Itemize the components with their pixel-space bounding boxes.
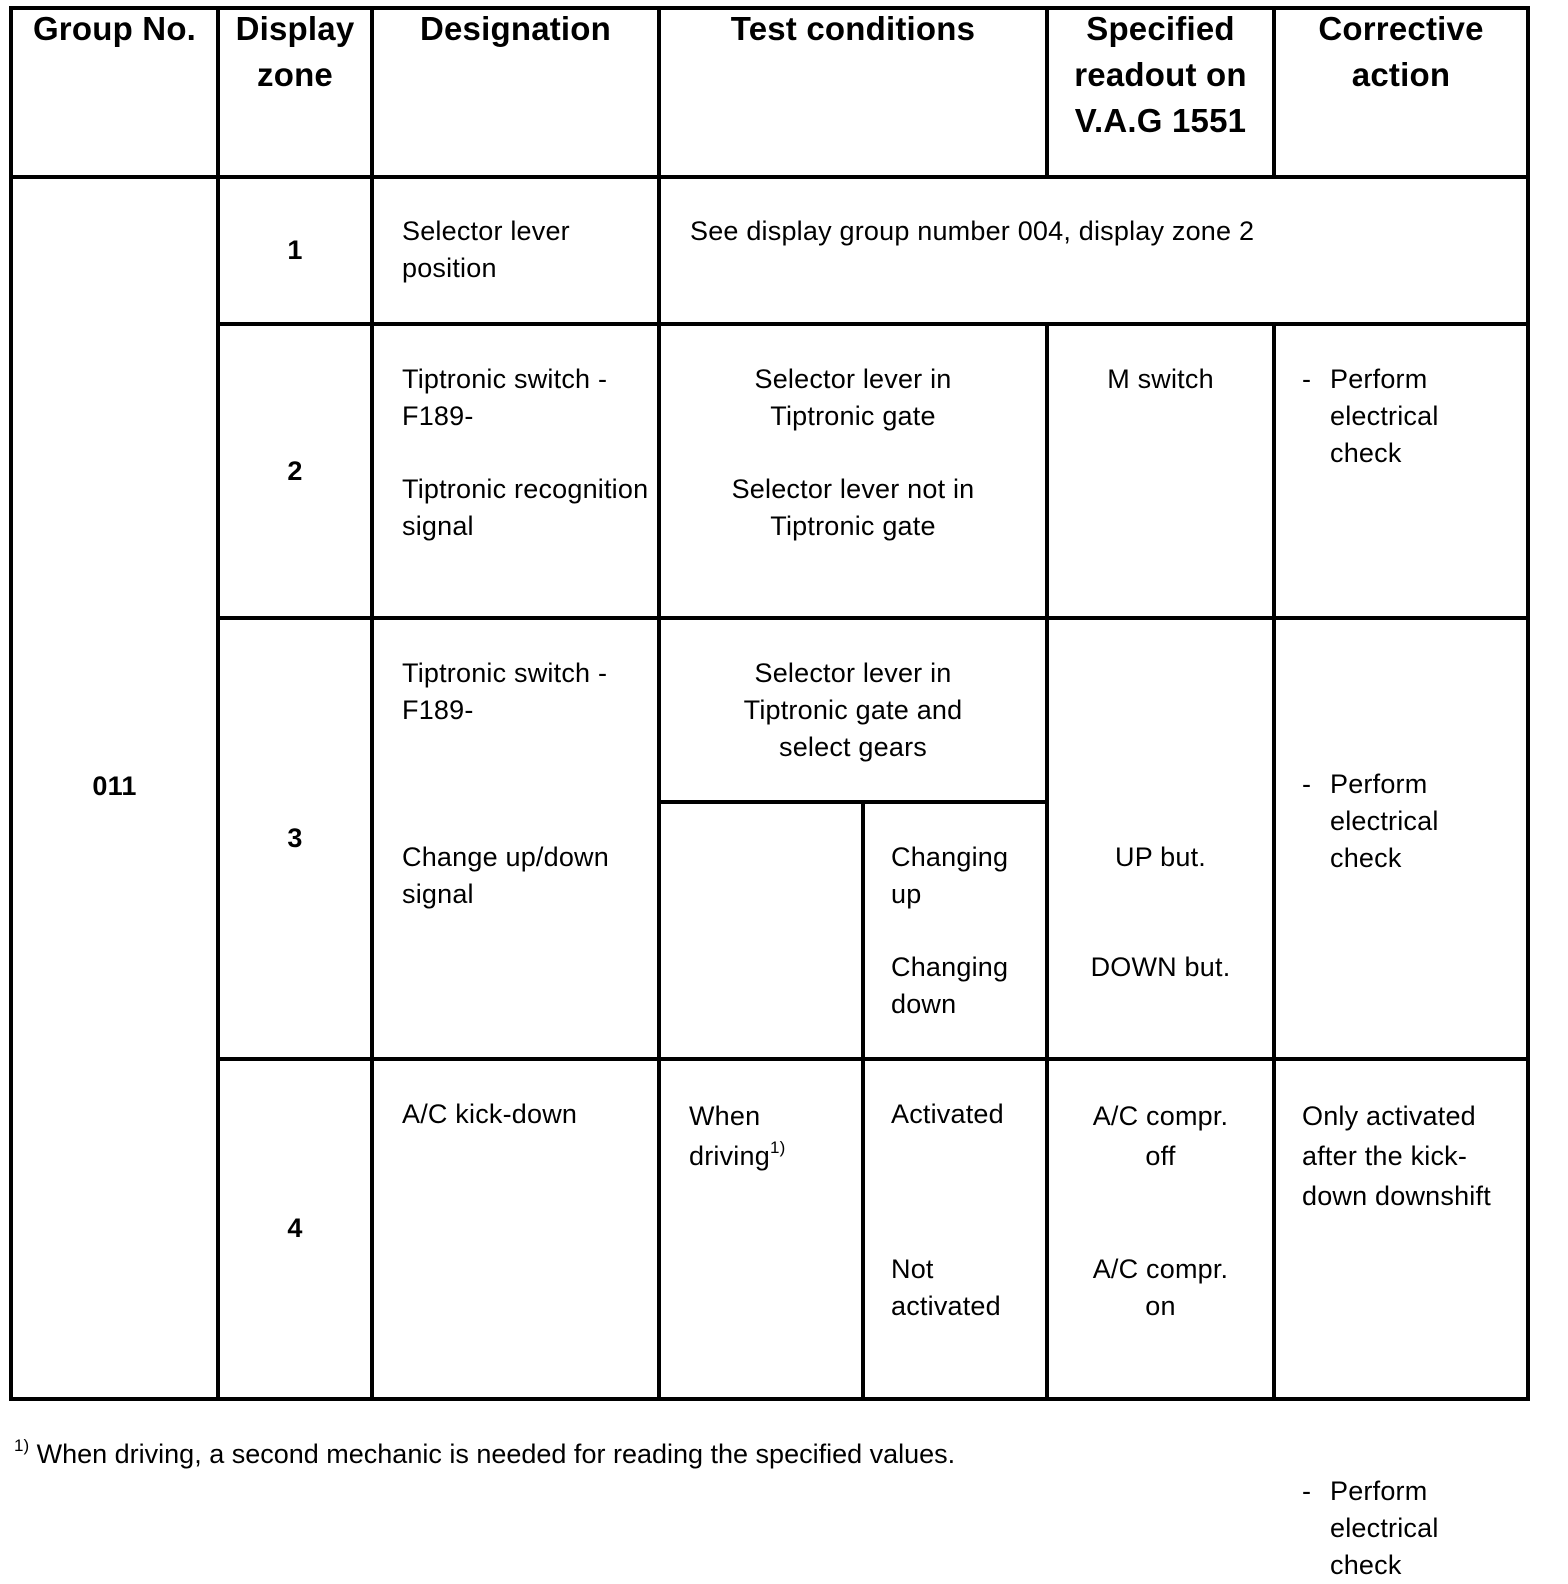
bullet-dash: - <box>1302 364 1312 394</box>
header-test-conditions: Test conditions <box>730 10 976 47</box>
condition-line: Selector lever in Tiptronic gate <box>754 364 952 431</box>
designation-cell: Change up/down signal <box>402 842 609 909</box>
designation-line: Tiptronic switch -F189- <box>402 364 608 431</box>
corrective-action-cell <box>1302 361 1482 472</box>
sub-condition-cell: Changing up <box>891 842 1009 909</box>
corrective-action-cell: Only activated after the kick-down downshift <box>1302 1101 1491 1211</box>
readout-cell: UP but. <box>1115 842 1206 872</box>
sub-condition-cell: Activated <box>891 1099 1004 1129</box>
footnote-marker: 1) <box>769 1138 786 1157</box>
readout-cell: A/C compr. off <box>1092 1101 1229 1171</box>
header-designation: Designation <box>419 10 612 47</box>
header-corrective-action: Corrective action <box>1318 10 1484 93</box>
zone-number: 3 <box>287 823 303 853</box>
zone-number: 4 <box>287 1213 303 1243</box>
test-condition-cell <box>689 1096 854 1176</box>
readout-cell: M switch <box>1107 364 1214 394</box>
designation-cell <box>402 361 652 545</box>
header-group-no: Group No. <box>32 10 197 47</box>
header-display-zone: Display zone <box>235 10 355 93</box>
designation-cell: Tiptronic switch -F189- <box>402 658 608 725</box>
group-number: 011 <box>92 771 137 801</box>
zone-number: 2 <box>287 456 303 486</box>
zone-number: 1 <box>287 235 303 265</box>
test-condition-cell: Selector lever in Tiptronic gate and select gears <box>743 658 963 762</box>
readout-cell: DOWN but. <box>1090 952 1231 982</box>
condition-line: Selector lever not in Tiptronic gate <box>731 474 975 541</box>
bullet-dash: - <box>1302 769 1312 799</box>
designation-cell: A/C kick-down <box>402 1099 578 1129</box>
corrective-action-cell <box>1302 1473 1482 1584</box>
designation-line: Tiptronic recognition signal <box>402 474 649 541</box>
designation-cell: Selector lever position <box>402 216 570 283</box>
corrective-action-cell <box>1302 766 1482 877</box>
test-condition-cell <box>661 361 1045 545</box>
footnote-text: When driving, a second mechanic is needed for reading the specified values. <box>29 1439 956 1469</box>
bullet-dash: - <box>1302 1476 1312 1506</box>
header-specified-readout: Specified readout on V.A.G 1551 <box>1074 10 1247 139</box>
sub-condition-cell: Changing down <box>891 952 1009 1019</box>
action-text: Perform electrical check <box>1330 769 1439 873</box>
action-text: Perform electrical check <box>1330 1476 1439 1580</box>
action-text: Perform electrical check <box>1330 364 1439 468</box>
condition-text: When driving <box>689 1101 770 1171</box>
readout-cell: A/C compr. on <box>1092 1254 1229 1321</box>
footnote-marker: 1) <box>14 1436 30 1455</box>
sub-condition-cell: Not activated <box>891 1254 1001 1321</box>
zone-note: See display group number 004, display zone 2 <box>690 216 1255 246</box>
footnote <box>14 1436 955 1473</box>
